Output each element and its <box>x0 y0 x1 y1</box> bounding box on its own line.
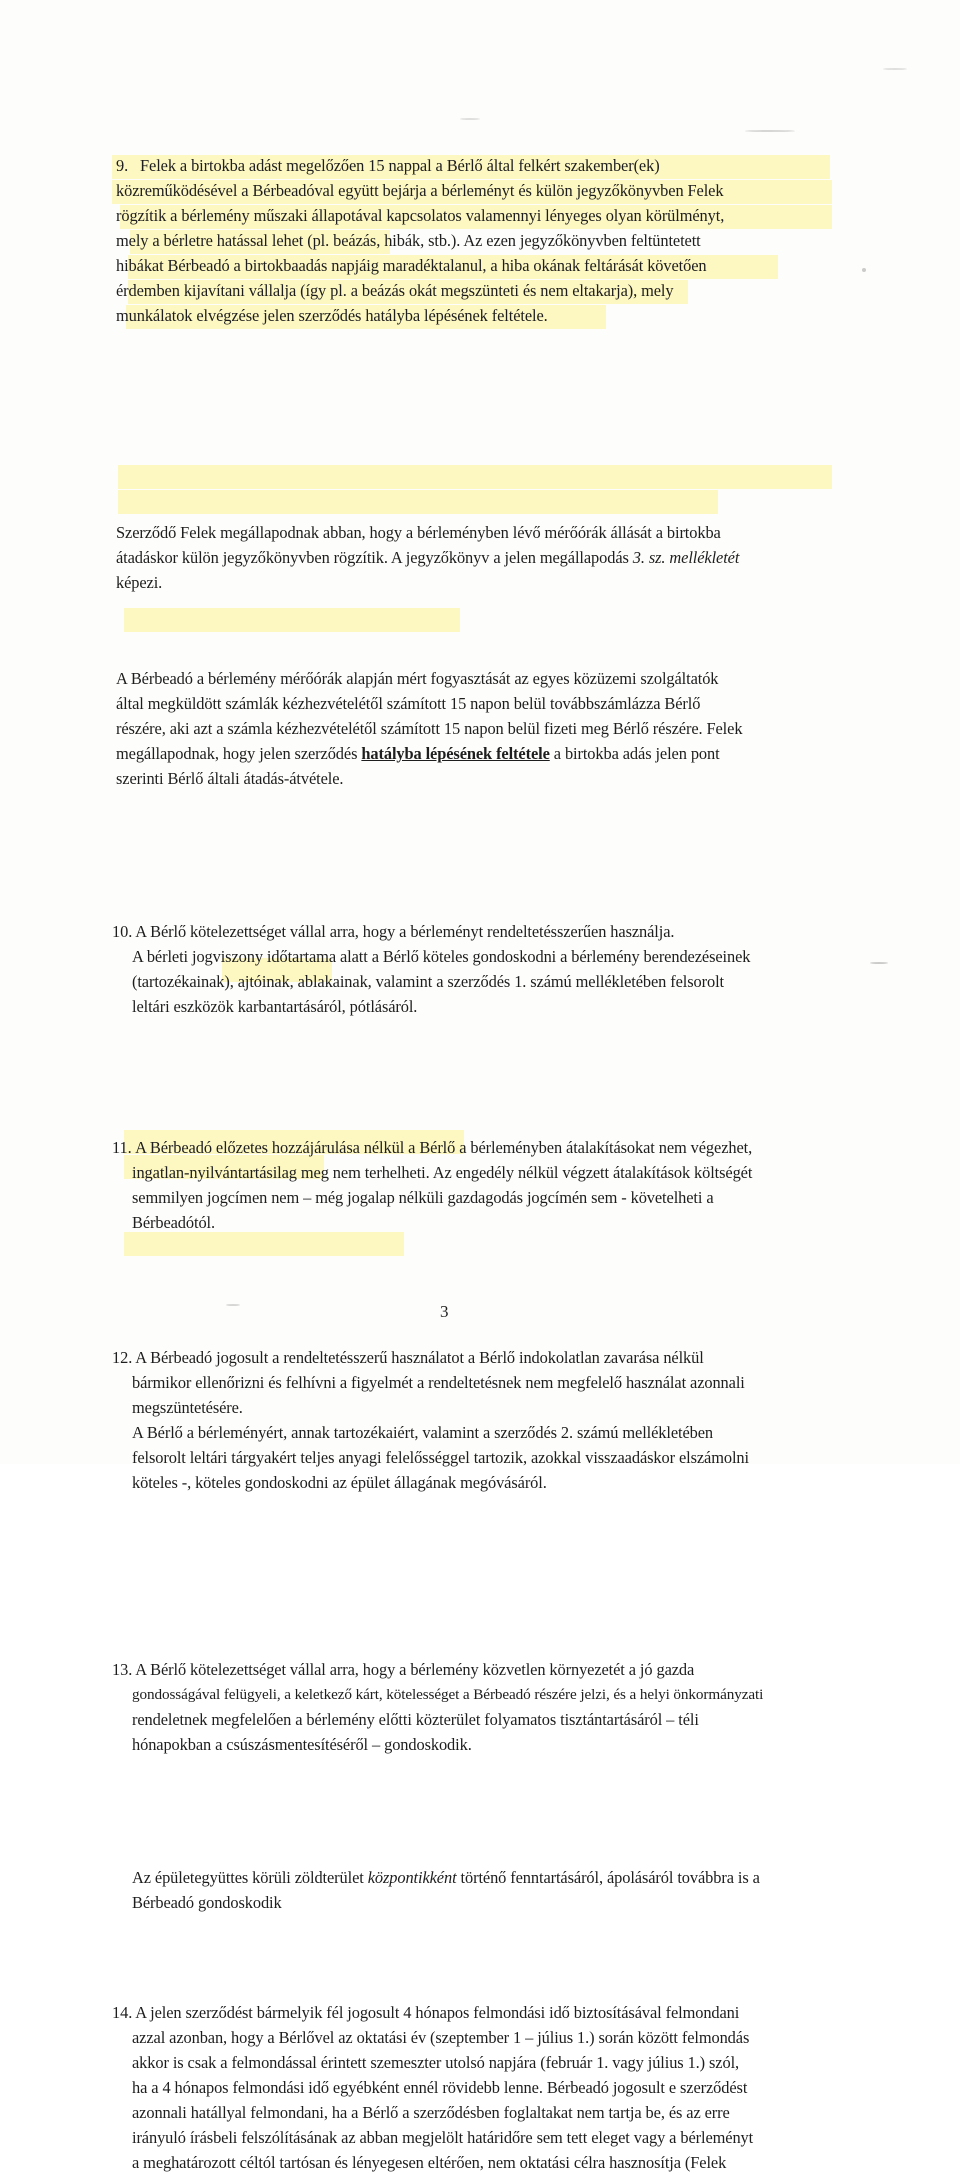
italic-text: központikként <box>367 1868 457 1887</box>
section-number: 11. <box>112 1138 132 1157</box>
section-9-line-6: érdemben kijavítani vállalja (így pl. a beázás okát megszünteti és nem eltakarja), mely <box>116 281 674 300</box>
section-12-line-4: A Bérlő a bérleményért, annak tartozékaiért, valamint a szerződés 2. számú mellékletében <box>132 1423 714 1442</box>
section-9-line-4: mely a bérletre hatással lehet (pl. beázás, hibák, stb.). Az ezen jegyzőkönyvben feltüntetett <box>116 231 701 250</box>
section-13 <box>112 1657 828 1757</box>
section-11-line-4: Bérbeadótól. <box>132 1213 216 1232</box>
paragraph-line: részére, aki azt a számla kézhezvételétől számított 15 napon belül fizeti meg Bérlő részére. Felek <box>116 719 743 738</box>
paragraph-line <box>132 1865 832 1890</box>
emphasized-text: hatályba lépésének feltétele <box>361 744 550 763</box>
paragraph-line: szerinti Bérlő általi átadás-átvétele. <box>116 769 344 788</box>
paragraph-line: Bérbeadó gondoskodik <box>132 1893 282 1912</box>
text: megállapodnak, hogy jelen szerződés <box>116 744 358 763</box>
section-11-line-3: semmilyen jogcímen nem – még jogalap nélküli gazdagodás jogcímén sem - követelheti a <box>132 1188 714 1207</box>
section-10-line-2: A bérleti jogviszony időtartama alatt a Bérlő köteles gondoskodni a bérlemény berendezéseinek <box>132 947 751 966</box>
section-13-line-2: gondosságával felügyeli, a keletkező kárt, kötelességet a Bérbeadó részére jelzi, és a helyi önkormányzati <box>132 1686 764 1703</box>
section-9-line-5: hibákat Bérbeadó a birtokbaadás napjáig maradéktalanul, a hiba okának feltárását követően <box>116 256 707 275</box>
paragraph-line <box>116 741 832 766</box>
highlight-mark <box>118 465 832 489</box>
section-13-line-3: rendeletnek megfelelően a bérlemény előtti közterület folyamatos tisztántartásáról – téli <box>132 1710 699 1729</box>
section-number: 10. <box>112 922 133 941</box>
text: A Bérbeadó előzetes hozzájárulása nélkül a Bérlő a bérleményben átalakításokat nem végezhet, <box>135 1138 753 1157</box>
text: A Bérlő kötelezettséget vállal arra, hogy a bérlemény közvetlen környezetét a jó gazda <box>135 1660 695 1679</box>
section-13-line-1 <box>112 1657 828 1682</box>
section-13-line-4: hónapokban a csúszásmentesítéséről – gondoskodik. <box>132 1735 472 1754</box>
section-11-line-2: ingatlan-nyilvántartásilag meg nem terhelheti. Az engedély nélkül végzett átalakítások költségét <box>132 1163 753 1182</box>
section-14-line-6: irányuló írásbeli felszólításának az abban megjelölt határidőre sem tett eleget vagy a bérleményt <box>132 2128 754 2147</box>
section-number: 9. <box>116 156 129 175</box>
highlight-mark <box>124 608 460 632</box>
section-number: 13. <box>112 1660 133 1679</box>
section-12-line-1 <box>112 1345 828 1370</box>
paragraph-line: által megküldött számlák kézhezvételétől számított 15 napon belül továbbszámlázza Bérlő <box>116 694 701 713</box>
text: történő fenntartásáról, ápolásáról továbbra is a <box>460 1868 760 1887</box>
section-9 <box>116 153 832 328</box>
section-14-line-2: azzal azonban, hogy a Bérlővel az oktatási év (szeptember 1 – július 1.) során között felmondás <box>132 2028 750 2047</box>
section-10-line-3: (tartozékainak), ajtóinak, ablakainak, valamint a szerződés 1. számú mellékletében felsorolt <box>132 972 724 991</box>
section-14 <box>112 2000 828 2175</box>
section-14-line-7: a meghatározott céltól tartósan és lényegesen eltérően, nem oktatási célra hasznosítja (Felek <box>132 2153 727 2172</box>
scan-speck <box>226 1304 240 1306</box>
section-10-line-4: leltári eszközök karbantartásáról, pótlásáról. <box>132 997 418 1016</box>
scan-speck <box>883 68 907 70</box>
section-9-line-2: közreműködésével a Bérbeadóval együtt bejárja a bérleményt és külön jegyzőkönyvben Felek <box>116 181 724 200</box>
section-number: 12. <box>112 1348 133 1367</box>
paragraph-line <box>116 545 832 570</box>
scan-speck <box>870 962 888 964</box>
section-13-paragraph-2 <box>132 1865 832 1915</box>
section-12-line-5: felsorolt leltári tárgyakért teljes anyagi felelősséggel tartozik, azokkal visszaadáskor elszámolni <box>132 1448 749 1467</box>
text: a birtokba adás jelen pont <box>553 744 720 763</box>
section-9-line-3: rögzítik a bérlemény műszaki állapotával kapcsolatos valamennyi lényeges olyan körülményt, <box>116 206 725 225</box>
section-14-line-4: ha a 4 hónapos felmondási idő egyébként ennél rövidebb lenne. Bérbeadó jogosult e szerződést <box>132 2078 748 2097</box>
section-12-line-3: megszüntetésére. <box>132 1398 243 1417</box>
text: Az épületegyüttes körüli zöldterület <box>132 1868 364 1887</box>
section-14-line-5: azonnali hatállyal felmondani, ha a Bérlő a szerződésben foglaltakat nem tartja be, és az erre <box>132 2103 730 2122</box>
annex-reference: 3. sz. mellékletét <box>632 548 740 567</box>
section-12-line-2: bármikor ellenőrizni és felhívni a figyelmét a rendeltetésnek nem megfelelő használat azonnali <box>132 1373 745 1392</box>
highlight-mark <box>124 1232 404 1256</box>
section-11 <box>112 1135 828 1235</box>
paragraph-line: Szerződő Felek megállapodnak abban, hogy a bérleményben lévő mérőórák állását a birtokba <box>116 523 721 542</box>
section-12-line-6: köteles -, köteles gondoskodni az épület állagának megóvásáról. <box>132 1473 547 1492</box>
section-14-line-1 <box>112 2000 828 2025</box>
section-12 <box>112 1345 828 1495</box>
paragraph-line: A Bérbeadó a bérlemény mérőórák alapján mért fogyasztását az egyes közüzemi szolgáltatók <box>116 669 719 688</box>
text: Felek a birtokba adást megelőzően 15 nappal a Bérlő által felkért szakember(ek) <box>140 156 660 175</box>
page-number: 3 <box>440 1302 449 1321</box>
section-9-paragraph-2 <box>116 520 832 595</box>
section-9-line-1 <box>116 153 832 178</box>
section-9-line-7: munkálatok elvégzése jelen szerződés hatályba lépésének feltétele. <box>116 306 548 325</box>
section-14-line-3: akkor is csak a felmondással érintett szemeszter utolsó napjára (február 1. vagy július 1.) szól, <box>132 2053 740 2072</box>
scan-speck <box>862 268 866 272</box>
text: A Bérbeadó jogosult a rendeltetésszerű használatot a Bérlő indokolatlan zavarása nélkül <box>135 1348 704 1367</box>
section-11-line-1 <box>112 1135 828 1160</box>
scan-speck <box>745 130 795 132</box>
text: átadáskor külön jegyzőkönyvben rögzítik. A jegyzőkönyv a jelen megállapodás <box>116 548 629 567</box>
text: A Bérlő kötelezettséget vállal arra, hogy a bérleményt rendeltetésszerűen használja. <box>135 922 675 941</box>
highlight-mark <box>118 490 718 514</box>
paragraph-line: képezi. <box>116 573 163 592</box>
scan-speck <box>460 118 480 120</box>
section-10-line-1 <box>112 919 828 944</box>
section-number: 14. <box>112 2003 133 2022</box>
text: A jelen szerződést bármelyik fél jogosult 4 hónapos felmondási idő biztosításával felmondani <box>135 2003 740 2022</box>
section-9-paragraph-3 <box>116 666 832 791</box>
section-10 <box>112 919 828 1019</box>
